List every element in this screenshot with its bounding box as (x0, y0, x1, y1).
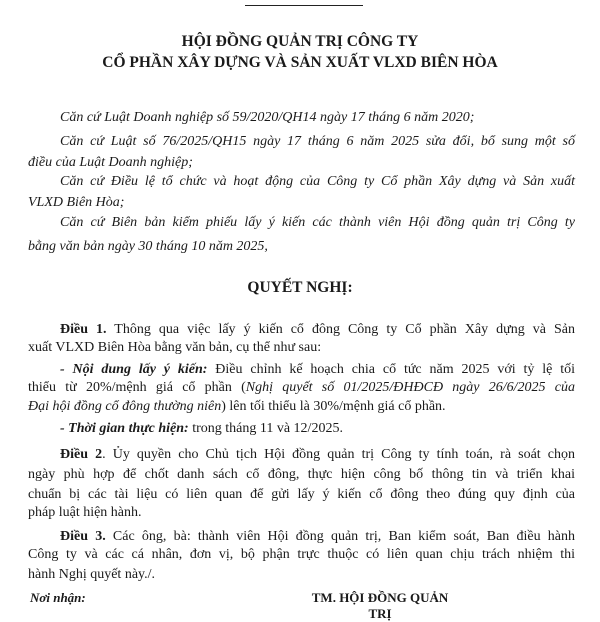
board-title: HỘI ĐỒNG QUẢN TRỊ CÔNG TY (181, 33, 419, 50)
paragraph-8-line (28, 546, 575, 564)
text-segment: Điều 3. (60, 529, 106, 544)
text-segment: . Ủy quyền cho Chủ tịch Hội đồng quản trị Công ty tính toán, rà soát chọn (102, 447, 576, 462)
text-segment: hành Nghị quyết này./. (28, 567, 156, 582)
text-segment: xuất VLXD Biên Hòa bằng văn bản, cụ thể như sau: (28, 340, 322, 355)
paragraph-7-line (28, 466, 575, 484)
text-segment: ngày phù hợp để chốt danh sách cổ đông, thực hiện công bố thông tin và triển khai (28, 467, 575, 482)
paragraph-7-line (60, 446, 575, 464)
text-segment: ) lên tối thiểu là 30%/mệnh giá cổ phần. (221, 399, 446, 414)
text-segment: Các ông, bà: thành viên Hội đồng quản trị, Ban kiểm soát, Ban điều hành (105, 529, 576, 544)
text-segment: VLXD Biên Hòa; (28, 195, 125, 210)
paragraph-1-line (60, 133, 575, 151)
text-segment: chuẩn bị các tài liệu có liên quan để gửi lấy ý kiến cổ đông theo đúng quy định của (28, 487, 575, 502)
text-segment: Thông qua việc lấy ý kiến cổ đông Công ty Cổ phần Xây dựng và Sản (106, 322, 576, 337)
header-rule (245, 5, 363, 6)
paragraph-1-line (28, 154, 193, 172)
text-segment: Công ty và các cá nhân, đơn vị, bộ phận trực thuộc có liên quan chịu trách nhiệm thi (28, 547, 575, 562)
paragraph-5-line (28, 379, 575, 397)
paragraph-3-line (28, 238, 268, 256)
text-segment: Căn cứ Luật số 76/2025/QH15 ngày 17 tháng 6 năm 2025 sửa đổi, bổ sung một số (60, 134, 575, 149)
paragraph-8-line (28, 566, 155, 584)
paragraph-6-line (60, 420, 343, 438)
text-segment: trong tháng 11 và 12/2025. (188, 421, 343, 436)
text-segment: Căn cứ Luật Doanh nghiệp số 59/2020/QH14 ngày 17 tháng 6 năm 2020; (60, 110, 475, 125)
text-segment: Đại hội đồng cổ đông thường niên (28, 399, 222, 414)
text-segment: điều của Luật Doanh nghiệp; (28, 155, 193, 170)
text-segment: Căn cứ Điều lệ tổ chức và hoạt động của Công ty Cổ phần Xây dựng và Sản xuất (60, 174, 575, 189)
paragraph-2-line (28, 194, 124, 212)
paragraph-7-line (28, 486, 575, 504)
paragraph-4-line (60, 321, 575, 339)
text-segment: Điều 2 (60, 447, 103, 462)
paragraph-8-line (60, 528, 575, 546)
paragraph-4-line (28, 339, 321, 357)
text-segment: pháp luật hiện hành. (28, 505, 142, 520)
recipients-label: Nơi nhận: (30, 590, 86, 605)
text-segment: Nghị quyết số 01/2025/ĐHĐCĐ ngày 26/6/2025 của (245, 380, 575, 395)
paragraph-3-line (60, 214, 575, 232)
paragraph-0-line (60, 109, 474, 127)
text-segment: Căn cứ Biên bản kiểm phiếu lấy ý kiến các thành viên Hội đồng quản trị Công ty (60, 215, 575, 230)
text-segment: Điều 1. (60, 322, 107, 337)
company-title: CỔ PHẦN XÂY DỰNG VÀ SẢN XUẤT VLXD BIÊN HÒA (102, 54, 498, 71)
paragraph-5-line (60, 361, 575, 379)
paragraph-2-line (60, 173, 575, 191)
text-segment: - Nội dung lấy ý kiến: (60, 362, 208, 377)
text-segment: thiểu từ 20%/mệnh giá cổ phần ( (28, 380, 246, 395)
text-segment: Điều chỉnh kế hoạch chia cổ tức năm 2025 với tỷ lệ tối (207, 362, 575, 377)
text-segment: bằng văn bản ngày 30 tháng 10 năm 2025, (28, 239, 268, 254)
text-segment: - Thời gian thực hiện: (60, 421, 189, 436)
paragraph-5-line (28, 398, 446, 416)
paragraph-7-line (28, 504, 142, 522)
resolution-heading: QUYẾT NGHỊ: (247, 279, 353, 296)
signature-title: TM. HỘI ĐỒNG QUẢN TRỊ (311, 590, 449, 621)
